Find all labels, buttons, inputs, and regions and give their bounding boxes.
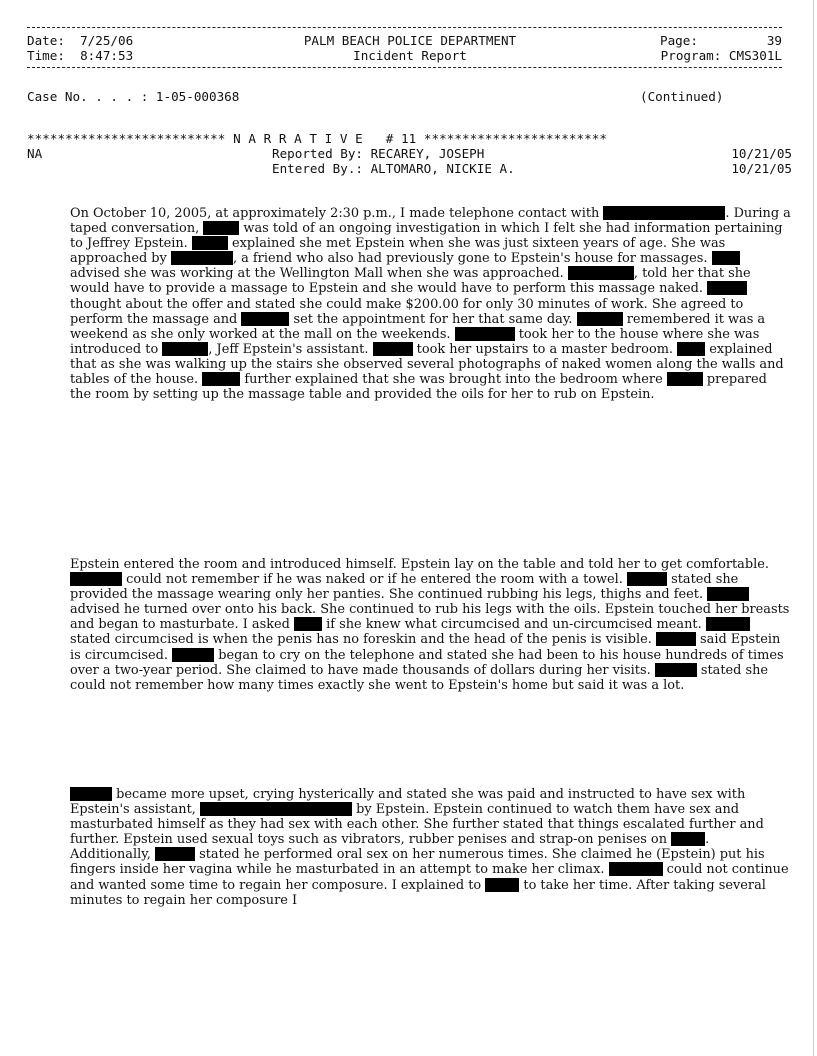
redaction-block xyxy=(241,312,289,326)
redaction-block xyxy=(707,587,749,601)
narrative-paragraph-3 xyxy=(70,787,792,908)
redaction-block xyxy=(568,266,634,280)
page-label: Page: xyxy=(660,33,698,48)
redaction-block xyxy=(200,802,352,816)
date-label: Date: xyxy=(27,33,65,48)
redaction-block xyxy=(155,847,195,861)
report-type: Incident Report xyxy=(353,48,467,63)
redaction-block xyxy=(706,617,750,631)
header-top-rule xyxy=(27,27,782,28)
reported-by-line xyxy=(272,146,484,161)
entered-date: 10/21/05 xyxy=(731,161,792,176)
date-line xyxy=(27,33,133,48)
date-value: 7/25/06 xyxy=(80,33,134,48)
redaction-block xyxy=(656,632,696,646)
redaction-block xyxy=(655,663,697,677)
case-number-line xyxy=(27,89,239,104)
redaction-block xyxy=(577,312,623,326)
entered-by-name: ALTOMARO, NICKIE A. xyxy=(370,161,515,176)
header-bottom-rule xyxy=(27,67,782,68)
reported-date: 10/21/05 xyxy=(731,146,792,161)
program-line xyxy=(625,48,782,63)
redaction-block xyxy=(162,342,208,356)
paragraph-text: Epstein entered the room and introduced himself. Epstein lay on the table and told her to get comfortable. could not remember if he was naked or if he entered the room with a towel. stated she provided the massage wearing only her panties. She continued rubbing his legs, thighs and feet. advised he turned over onto his back. She continued to rub his legs with the oils. Epstein touched her breasts and began to masturbate. I asked if she knew what circumcised and un-circumcised meant. stated circumcised is when the penis has no foreskin and the head of the penis is visible. said Epstein is circumcised. began to cry on the telephone and stated she had been to his house hundreds of times over a two-year period. She claimed to have made thousands of dollars during her visits. stated she could not remember how many times exactly she went to Epstein's home but said it was a lot. xyxy=(70,557,790,693)
redaction-block xyxy=(172,648,214,662)
redaction-block xyxy=(70,787,112,801)
redaction-block xyxy=(70,572,122,586)
redaction-block xyxy=(192,236,228,250)
reported-by-label: Reported By: xyxy=(272,146,363,161)
narrative-banner: ************************** N A R R A T I V E # 11 ************************ xyxy=(27,131,608,146)
narrative-paragraph-2 xyxy=(70,557,792,693)
redaction-block xyxy=(671,832,705,846)
case-label: Case No. . . . : xyxy=(27,89,149,104)
redaction-block xyxy=(603,206,725,220)
redaction-block xyxy=(485,878,519,892)
program-label: Program: xyxy=(660,48,722,63)
redaction-block xyxy=(712,251,740,265)
redaction-block xyxy=(677,342,705,356)
narrative-paragraph-1 xyxy=(70,206,792,402)
redaction-block xyxy=(455,327,515,341)
redaction-block xyxy=(203,221,239,235)
program-value: CMS301L xyxy=(728,48,782,63)
time-value: 8:47:53 xyxy=(80,48,134,63)
redaction-block xyxy=(171,251,233,265)
narrative-code: NA xyxy=(27,146,43,161)
redaction-block xyxy=(707,281,747,295)
redaction-block xyxy=(667,372,703,386)
time-label: Time: xyxy=(27,48,65,63)
reported-by-name: RECAREY, JOSEPH xyxy=(370,146,485,161)
paragraph-text: On October 10, 2005, at approximately 2:30 p.m., I made telephone contact with . During a taped conversation, was told of an ongoing investigation in which I felt she had information pertaining to Jeffrey Epstein. explained she met Epstein when she was just sixteen years of age. She was approached by , a friend who also had previously gone to Epstein's house for massages. advised she was working at the Wellington Mall when she was approached. , told her that she would have to provide a massage to Epstein and she would have to perform this massage naked. thought about the offer and stated she could make $200.00 for only 30 minutes of work. She agreed to perform the massage and set the appointment for her that same day. remembered it was a weekend as she only worked at the mall on the weekends. took her to the house where she was introduced to , Jeff Epstein's assistant. took her upstairs to a master bedroom. explained that as she was walking up the stairs she observed several photographs of naked women along the walls and tables of the house. further explained that she was brought into the bedroom where prepared the room by setting up the massage table and provided the oils for her to rub on Epstein. xyxy=(70,206,791,403)
entered-by-label: Entered By.: xyxy=(272,161,363,176)
department-name: PALM BEACH POLICE DEPARTMENT xyxy=(303,33,517,48)
redaction-block xyxy=(294,617,322,631)
paragraph-text: became more upset, crying hysterically and stated she was paid and instructed to have sex with Epstein's assistant, by Epstein. Epstein continued to watch them have sex and masturbated himself as they had sex with each other. She further stated that things escalated further and further. Epstein used sexual toys such as vibrators, rubber penises and strap-on penises on . Additionally, stated he performed oral sex on her numerous times. She claimed he (Epstein) put his fingers inside her vagina while he masturbated in an attempt to make her climax. could not continue and wanted some time to regain her composure. I explained to to take her time. After taking several minutes to regain her composure I xyxy=(70,787,789,908)
redaction-block xyxy=(609,862,663,876)
redaction-block xyxy=(373,342,413,356)
page-value: 39 xyxy=(766,33,782,48)
page-edge-line xyxy=(813,0,814,1056)
time-line xyxy=(27,48,133,63)
case-status: (Continued) xyxy=(640,89,724,104)
redaction-block xyxy=(627,572,667,586)
case-number: 1-05-000368 xyxy=(155,89,240,104)
entered-by-line xyxy=(272,161,515,176)
redaction-block xyxy=(202,372,240,386)
